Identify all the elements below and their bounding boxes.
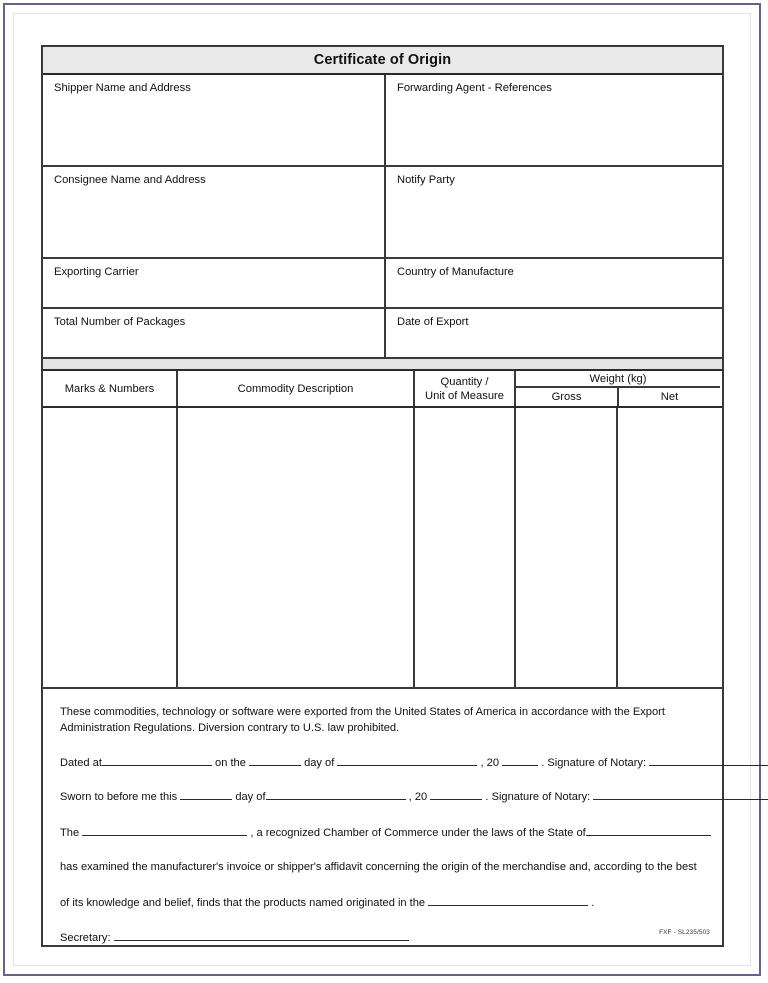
table-cell-gross[interactable] bbox=[516, 408, 618, 687]
table-cell-marks[interactable] bbox=[43, 408, 178, 687]
table-cell-description[interactable] bbox=[178, 408, 415, 687]
origin-country-blank[interactable] bbox=[428, 894, 588, 906]
field-country-of-manufacture-label: Country of Manufacture bbox=[397, 266, 514, 278]
row-carrier-country bbox=[43, 259, 722, 309]
secretary-signature-blank[interactable] bbox=[114, 929, 409, 941]
sworn-year-prefix: , 20 bbox=[408, 791, 428, 804]
page-title: Certificate of Origin bbox=[313, 52, 452, 68]
commodity-table bbox=[41, 371, 724, 689]
column-header-gross-label: Gross bbox=[551, 391, 582, 403]
signature-of-notary-blank-1[interactable] bbox=[649, 754, 768, 766]
chamber-name-blank[interactable] bbox=[82, 824, 247, 836]
column-header-gross bbox=[516, 388, 619, 406]
column-header-marks-label: Marks & Numbers bbox=[64, 382, 155, 395]
column-header-net-label: Net bbox=[660, 391, 679, 403]
column-header-description-label: Commodity Description bbox=[237, 382, 354, 395]
sworn-month-blank[interactable] bbox=[266, 788, 406, 800]
sworn-day-of-label: day of bbox=[235, 791, 266, 804]
column-header-marks bbox=[43, 371, 178, 406]
section-separator-strip bbox=[41, 359, 724, 371]
day-number-blank[interactable] bbox=[249, 754, 301, 766]
column-header-weight-subrow bbox=[516, 388, 720, 406]
row-consignee-notify bbox=[43, 167, 722, 259]
year-prefix-label: , 20 bbox=[480, 756, 499, 769]
row-shipper-forwarding bbox=[43, 75, 722, 167]
the-label: The bbox=[60, 827, 80, 839]
field-date-of-export[interactable] bbox=[386, 309, 722, 357]
on-the-label: on the bbox=[215, 756, 246, 769]
secretary-line bbox=[60, 929, 705, 947]
field-shipper[interactable] bbox=[43, 75, 386, 165]
examined-line: has examined the manufacturer's invoice or shipper's affidavit concerning the origin of the merchandise and, according to the best bbox=[60, 860, 697, 873]
table-cell-net[interactable] bbox=[618, 408, 720, 687]
field-shipper-label: Shipper Name and Address bbox=[54, 82, 191, 94]
sworn-line bbox=[60, 788, 705, 806]
day-of-label: day of bbox=[304, 756, 335, 769]
field-country-of-manufacture[interactable] bbox=[386, 259, 722, 307]
field-consignee-label: Consignee Name and Address bbox=[54, 174, 206, 186]
column-header-quantity bbox=[415, 371, 516, 406]
secretary-label: Secretary: bbox=[60, 932, 111, 945]
field-consignee[interactable] bbox=[43, 167, 386, 257]
sworn-day-blank[interactable] bbox=[180, 788, 232, 800]
certificate-of-origin-form bbox=[41, 45, 724, 947]
field-exporting-carrier[interactable] bbox=[43, 259, 386, 307]
dated-at-label: Dated at bbox=[60, 756, 102, 769]
commodity-table-header-row bbox=[43, 371, 722, 408]
field-date-of-export-label: Date of Export bbox=[397, 316, 469, 328]
state-blank[interactable] bbox=[586, 824, 711, 836]
year-blank[interactable] bbox=[502, 754, 538, 766]
knowledge-line bbox=[60, 894, 705, 912]
dated-period: . bbox=[541, 756, 545, 769]
column-header-quantity-line1: Quantity / bbox=[440, 375, 489, 388]
column-header-weight bbox=[516, 371, 720, 406]
row-packages-date bbox=[43, 309, 722, 357]
column-header-description bbox=[178, 371, 415, 406]
field-notify-party-label: Notify Party bbox=[397, 174, 455, 186]
knowledge-label: of its knowledge and belief, finds that the products named originated in the bbox=[60, 896, 426, 909]
column-header-weight-title bbox=[516, 371, 720, 388]
field-notify-party[interactable] bbox=[386, 167, 722, 257]
column-header-quantity-line2: Unit of Measure bbox=[425, 389, 504, 402]
month-blank[interactable] bbox=[337, 754, 477, 766]
commodity-table-body bbox=[43, 408, 722, 687]
field-forwarding-agent[interactable] bbox=[386, 75, 722, 165]
field-total-packages-label: Total Number of Packages bbox=[54, 316, 186, 328]
chamber-line bbox=[60, 824, 705, 842]
form-footer-code: FXF - SL235/503 bbox=[659, 929, 710, 936]
dated-at-blank[interactable] bbox=[102, 754, 212, 766]
declaration-block bbox=[41, 689, 724, 947]
chamber-text: , a recognized Chamber of Commerce under the laws of the State of bbox=[250, 827, 586, 839]
dated-at-line bbox=[60, 754, 705, 772]
field-total-packages[interactable] bbox=[43, 309, 386, 357]
knowledge-period: . bbox=[591, 896, 595, 909]
field-forwarding-agent-label: Forwarding Agent - References bbox=[397, 82, 552, 94]
column-header-net bbox=[619, 388, 720, 406]
signature-of-notary-blank-2[interactable] bbox=[593, 788, 768, 800]
export-statement: These commodities, technology or software were exported from the United States of America in accordance with the Export Administration Regulations. Diversion contrary to U.S. law prohibited. bbox=[60, 706, 665, 734]
parties-block bbox=[41, 45, 724, 359]
field-exporting-carrier-label: Exporting Carrier bbox=[54, 266, 139, 278]
sworn-period: . bbox=[485, 791, 489, 804]
signature-of-notary-label-1: Signature of Notary: bbox=[547, 756, 647, 769]
table-cell-quantity[interactable] bbox=[415, 408, 516, 687]
column-header-weight-label: Weight (kg) bbox=[589, 372, 647, 385]
form-title-bar bbox=[43, 47, 722, 75]
sworn-label: Sworn to before me this bbox=[60, 791, 178, 804]
sworn-year-blank[interactable] bbox=[430, 788, 482, 800]
signature-of-notary-label-2: Signature of Notary: bbox=[491, 791, 591, 804]
